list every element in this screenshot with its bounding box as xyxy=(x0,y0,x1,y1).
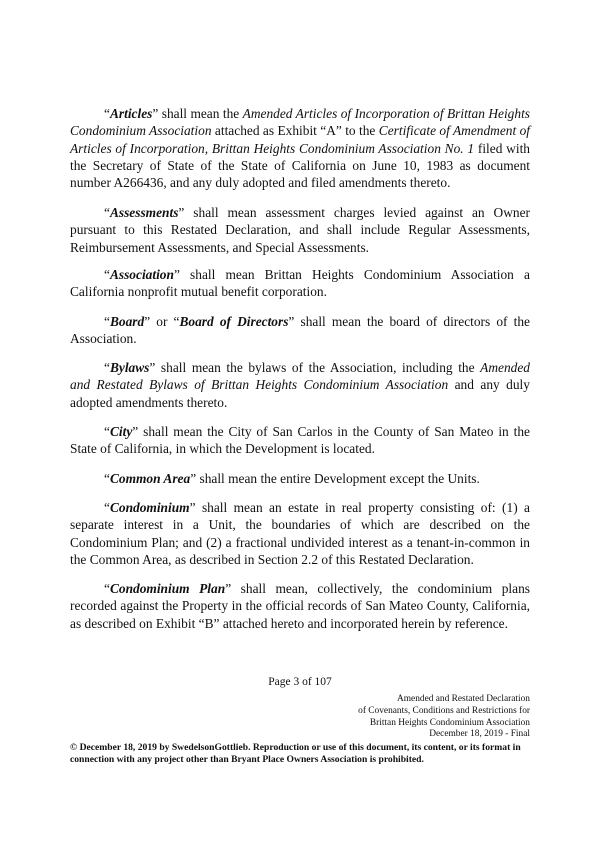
definition-text: ” shall mean the bylaws of the Association, including the xyxy=(149,360,481,375)
definition-text: “ xyxy=(104,471,110,486)
definition-text: ” shall mean assessment charges levied against an Owner pursuant to this Restated Declaration, and shall include Regular Assessments, Reimbursement Assessments, and Special Assessments. xyxy=(70,205,530,255)
definition-text: ” shall mean an estate in real property consisting of: (1) a separate interest in a Unit, the boundaries of which are described on the Condominium Plan; and (2) a fractional undivided interest as a tenant-in-common in the Common Area, as described in Section 2.2 of this Restated Declaration. xyxy=(70,500,530,567)
defined-term: Articles xyxy=(109,106,153,121)
document-title-reference: Amended Articles of Incorporation of Brittan Heights Condominium Association xyxy=(70,106,530,139)
definition-text: filed with the Secretary of State of the State of California on June 10, 1983 as document number A266436, and any duly adopted and filed amendments thereto. xyxy=(70,140,530,191)
definition-text: “ xyxy=(104,500,110,515)
definition-articles xyxy=(70,105,530,191)
definition-text: ” shall mean, collectively, the condominium plans recorded against the Property in the official records of San Mateo County, California, as described on Exhibit “B” attached hereto and incorporated herein by reference. xyxy=(70,581,530,631)
definition-condominium-plan xyxy=(70,580,530,632)
defined-term: Assessments xyxy=(109,205,179,220)
definition-association xyxy=(70,266,530,301)
definition-text: “ xyxy=(104,424,110,439)
definition-bylaws xyxy=(70,359,530,411)
document-title-reference: Amended and Restated Bylaws of Brittan Heights Condominium Association xyxy=(70,360,530,393)
definition-text: “ xyxy=(104,581,110,596)
definition-city xyxy=(70,423,530,458)
definition-text: ” shall mean the entire Development except the Units. xyxy=(190,471,480,486)
definition-text: ” shall mean the xyxy=(152,106,243,121)
definition-assessments xyxy=(70,204,530,256)
definition-text: ” shall mean Brittan Heights Condominium Association a California nonprofit mutual benefit corporation. xyxy=(70,267,530,300)
definition-common-area xyxy=(70,470,530,487)
document-footer xyxy=(270,694,530,741)
definition-text: “ xyxy=(104,106,110,121)
defined-term: Association xyxy=(109,267,174,282)
definition-text: ” shall mean the City of San Carlos in the County of San Mateo in the State of California, in which the Development is located. xyxy=(70,424,530,457)
footer-title-line-2: of Covenants, Conditions and Restrictions for xyxy=(358,705,530,716)
defined-term: Board xyxy=(109,314,145,329)
defined-term: Board of Directors xyxy=(179,314,289,329)
definition-text: “ xyxy=(104,267,110,282)
definition-text: and any duly adopted amendments thereto. xyxy=(70,377,530,410)
defined-term: Condominium Plan xyxy=(109,581,226,596)
definition-text: “ xyxy=(104,314,110,329)
footer-date: December 18, 2019 - Final xyxy=(429,729,530,740)
copyright-notice: © December 18, 2019 by SwedelsonGottlieb. Reproduction or use of this document, its content, or its format in connection with any project other than Bryant Place Owners Association is prohibited. xyxy=(70,742,521,765)
definition-board xyxy=(70,313,530,348)
page-number: Page 3 of 107 xyxy=(268,676,332,688)
defined-term: Bylaws xyxy=(109,360,150,375)
definition-text: “ xyxy=(104,205,110,220)
footer-title-line-3: Brittan Heights Condominium Association xyxy=(369,717,530,728)
definition-text: attached as Exhibit “A” to the xyxy=(211,123,379,139)
definition-text: ” shall mean the board of directors of the Association. xyxy=(70,314,530,347)
defined-term: Common Area xyxy=(109,471,191,486)
defined-term: City xyxy=(109,424,133,439)
definition-text: ” or “ xyxy=(144,314,180,329)
definition-text: “ xyxy=(104,360,110,375)
defined-term: Condominium xyxy=(109,500,190,515)
document-title-reference: Certificate of Amendment of Articles of Incorporation, Brittan Heights Condominium Association No. 1 xyxy=(70,123,531,156)
footer-title-line-1: Amended and Restated Declaration xyxy=(396,694,530,704)
definition-condominium xyxy=(70,499,530,568)
